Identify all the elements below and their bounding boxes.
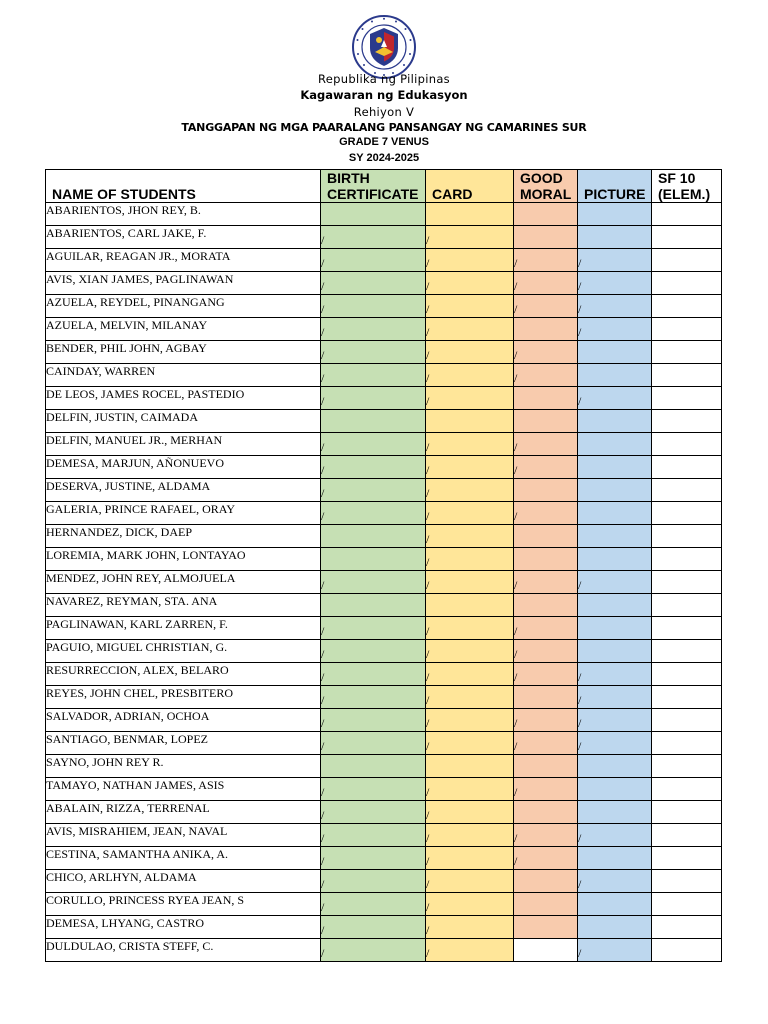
birth-certificate-cell: [321, 525, 426, 548]
table-row: [46, 226, 722, 249]
birth-certificate-cell: /: [321, 295, 426, 318]
table-row: [46, 594, 722, 617]
good-moral-cell: [514, 226, 578, 249]
table-row: [46, 272, 722, 295]
student-name-cell: CAINDAY, WARREN: [46, 364, 321, 387]
picture-cell: [578, 594, 652, 617]
sf10-cell: [652, 640, 722, 663]
birth-certificate-cell: /: [321, 341, 426, 364]
student-name-cell: AVIS, XIAN JAMES, PAGLINAWAN: [46, 272, 321, 295]
card-cell: /: [426, 939, 514, 962]
card-cell: /: [426, 916, 514, 939]
birth-certificate-cell: /: [321, 824, 426, 847]
birth-certificate-cell: /: [321, 801, 426, 824]
birth-certificate-cell: /: [321, 318, 426, 341]
sf10-cell: [652, 801, 722, 824]
picture-cell: /: [578, 824, 652, 847]
picture-cell: [578, 203, 652, 226]
birth-certificate-cell: /: [321, 502, 426, 525]
student-name-cell: LOREMIA, MARK JOHN, LONTAYAO: [46, 548, 321, 571]
table-row: [46, 847, 722, 870]
header-grade-section: GRADE 7 VENUS: [339, 136, 429, 148]
student-name-cell: BENDER, PHIL JOHN, AGBAY: [46, 341, 321, 364]
picture-cell: [578, 226, 652, 249]
good-moral-cell: [514, 387, 578, 410]
student-name-cell: ABARIENTOS, JHON REY, B.: [46, 203, 321, 226]
table-row: [46, 686, 722, 709]
sf10-cell: [652, 364, 722, 387]
sf10-cell: [652, 847, 722, 870]
card-cell: [426, 203, 514, 226]
picture-cell: [578, 617, 652, 640]
birth-certificate-cell: /: [321, 709, 426, 732]
good-moral-cell: [514, 755, 578, 778]
student-name-cell: AGUILAR, REAGAN JR., MORATA: [46, 249, 321, 272]
table-row: [46, 732, 722, 755]
card-cell: /: [426, 249, 514, 272]
sf10-cell: [652, 226, 722, 249]
birth-certificate-cell: /: [321, 732, 426, 755]
table-row: [46, 548, 722, 571]
birth-certificate-cell: /: [321, 939, 426, 962]
student-name-cell: ABALAIN, RIZZA, TERRENAL: [46, 801, 321, 824]
picture-cell: [578, 525, 652, 548]
birth-certificate-cell: [321, 203, 426, 226]
birth-certificate-cell: /: [321, 916, 426, 939]
deped-seal-logo: [351, 14, 417, 80]
table-row: [46, 433, 722, 456]
student-name-cell: PAGLINAWAN, KARL ZARREN, F.: [46, 617, 321, 640]
picture-cell: [578, 893, 652, 916]
table-row: [46, 640, 722, 663]
picture-cell: [578, 916, 652, 939]
birth-certificate-cell: /: [321, 364, 426, 387]
picture-cell: /: [578, 709, 652, 732]
student-name-cell: ABARIENTOS, CARL JAKE, F.: [46, 226, 321, 249]
picture-cell: /: [578, 571, 652, 594]
good-moral-cell: [514, 893, 578, 916]
sf10-cell: [652, 939, 722, 962]
card-cell: /: [426, 709, 514, 732]
birth-certificate-cell: /: [321, 387, 426, 410]
birth-certificate-cell: [321, 594, 426, 617]
card-cell: /: [426, 847, 514, 870]
card-cell: /: [426, 870, 514, 893]
picture-cell: /: [578, 249, 652, 272]
sf10-cell: [652, 318, 722, 341]
good-moral-cell: [514, 525, 578, 548]
student-name-cell: REYES, JOHN CHEL, PRESBITERO: [46, 686, 321, 709]
card-cell: /: [426, 732, 514, 755]
birth-certificate-cell: /: [321, 870, 426, 893]
student-name-cell: CORULLO, PRINCESS RYEA JEAN, S: [46, 893, 321, 916]
birth-certificate-cell: /: [321, 778, 426, 801]
sf10-cell: [652, 755, 722, 778]
sf10-cell: [652, 571, 722, 594]
column-header-card: CARD: [426, 170, 514, 203]
student-name-cell: DESERVA, JUSTINE, ALDAMA: [46, 479, 321, 502]
table-row: [46, 893, 722, 916]
student-name-cell: DELFIN, JUSTIN, CAIMADA: [46, 410, 321, 433]
student-name-cell: AZUELA, REYDEL, PINANGANG: [46, 295, 321, 318]
student-name-cell: AZUELA, MELVIN, MILANAY: [46, 318, 321, 341]
card-cell: /: [426, 272, 514, 295]
sf10-cell: [652, 295, 722, 318]
header-republic: Republika ng Pilipinas: [318, 72, 450, 86]
student-name-cell: DELFIN, MANUEL JR., MERHAN: [46, 433, 321, 456]
table-row: [46, 824, 722, 847]
good-moral-cell: /: [514, 778, 578, 801]
card-cell: /: [426, 778, 514, 801]
table-row: [46, 617, 722, 640]
table-row: [46, 525, 722, 548]
student-name-cell: DEMESA, LHYANG, CASTRO: [46, 916, 321, 939]
good-moral-cell: /: [514, 295, 578, 318]
table-row: [46, 410, 722, 433]
column-header-sf10: SF 10 (ELEM.): [652, 170, 722, 203]
picture-cell: [578, 479, 652, 502]
picture-cell: [578, 755, 652, 778]
card-cell: /: [426, 686, 514, 709]
sf10-cell: [652, 617, 722, 640]
good-moral-cell: /: [514, 341, 578, 364]
sf10-cell: [652, 456, 722, 479]
birth-certificate-cell: /: [321, 893, 426, 916]
student-name-cell: HERNANDEZ, DICK, DAEP: [46, 525, 321, 548]
sf10-cell: [652, 732, 722, 755]
sf10-cell: [652, 502, 722, 525]
picture-cell: [578, 548, 652, 571]
good-moral-cell: /: [514, 272, 578, 295]
student-name-cell: CESTINA, SAMANTHA ANIKA, A.: [46, 847, 321, 870]
table-row: [46, 870, 722, 893]
good-moral-cell: /: [514, 617, 578, 640]
student-name-cell: DEMESA, MARJUN, AÑONUEVO: [46, 456, 321, 479]
student-name-cell: CHICO, ARLHYN, ALDAMA: [46, 870, 321, 893]
picture-cell: /: [578, 686, 652, 709]
birth-certificate-cell: /: [321, 226, 426, 249]
good-moral-cell: /: [514, 502, 578, 525]
good-moral-cell: [514, 916, 578, 939]
picture-cell: /: [578, 387, 652, 410]
student-name-cell: SALVADOR, ADRIAN, OCHOA: [46, 709, 321, 732]
table-row: [46, 456, 722, 479]
table-row: [46, 341, 722, 364]
good-moral-cell: /: [514, 824, 578, 847]
picture-cell: /: [578, 663, 652, 686]
column-header-good-moral: GOOD MORAL: [514, 170, 578, 203]
birth-certificate-cell: /: [321, 686, 426, 709]
picture-cell: /: [578, 272, 652, 295]
birth-certificate-cell: /: [321, 433, 426, 456]
sf10-cell: [652, 916, 722, 939]
good-moral-cell: /: [514, 847, 578, 870]
birth-certificate-cell: /: [321, 640, 426, 663]
table-row: [46, 571, 722, 594]
student-name-cell: GALERIA, PRINCE RAFAEL, ORAY: [46, 502, 321, 525]
table-row: [46, 318, 722, 341]
table-row: [46, 479, 722, 502]
good-moral-cell: [514, 801, 578, 824]
student-name-cell: AVIS, MISRAHIEM, JEAN, NAVAL: [46, 824, 321, 847]
sf10-cell: [652, 525, 722, 548]
sf10-cell: [652, 663, 722, 686]
header-division-office: TANGGAPAN NG MGA PAARALANG PANSANGAY NG CAMARINES SUR: [181, 121, 587, 134]
student-name-cell: DE LEOS, JAMES ROCEL, PASTEDIO: [46, 387, 321, 410]
card-cell: /: [426, 387, 514, 410]
card-cell: /: [426, 502, 514, 525]
birth-certificate-cell: /: [321, 249, 426, 272]
sf10-cell: [652, 824, 722, 847]
picture-cell: /: [578, 732, 652, 755]
table-row: [46, 295, 722, 318]
good-moral-cell: /: [514, 571, 578, 594]
sf10-cell: [652, 479, 722, 502]
sf10-cell: [652, 387, 722, 410]
picture-cell: /: [578, 295, 652, 318]
student-name-cell: SAYNO, JOHN REY R.: [46, 755, 321, 778]
table-row: [46, 778, 722, 801]
card-cell: /: [426, 893, 514, 916]
good-moral-cell: [514, 479, 578, 502]
birth-certificate-cell: [321, 548, 426, 571]
student-name-cell: MENDEZ, JOHN REY, ALMOJUELA: [46, 571, 321, 594]
student-name-cell: TAMAYO, NATHAN JAMES, ASIS: [46, 778, 321, 801]
student-name-cell: NAVAREZ, REYMAN, STA. ANA: [46, 594, 321, 617]
good-moral-cell: [514, 203, 578, 226]
table-row: [46, 939, 722, 962]
card-cell: /: [426, 295, 514, 318]
good-moral-cell: [514, 939, 578, 962]
sf10-cell: [652, 249, 722, 272]
card-cell: /: [426, 364, 514, 387]
card-cell: /: [426, 479, 514, 502]
card-cell: [426, 755, 514, 778]
table-row: [46, 364, 722, 387]
picture-cell: [578, 778, 652, 801]
picture-cell: [578, 341, 652, 364]
student-name-cell: RESURRECCION, ALEX, BELARO: [46, 663, 321, 686]
sf10-cell: [652, 778, 722, 801]
birth-certificate-cell: [321, 410, 426, 433]
sf10-cell: [652, 870, 722, 893]
table-row: [46, 755, 722, 778]
birth-certificate-cell: /: [321, 571, 426, 594]
good-moral-cell: /: [514, 433, 578, 456]
card-cell: /: [426, 663, 514, 686]
sf10-cell: [652, 548, 722, 571]
good-moral-cell: [514, 548, 578, 571]
picture-cell: [578, 847, 652, 870]
picture-cell: [578, 502, 652, 525]
table-row: [46, 709, 722, 732]
table-body: [46, 203, 722, 962]
card-cell: /: [426, 525, 514, 548]
picture-cell: [578, 410, 652, 433]
student-name-cell: SANTIAGO, BENMAR, LOPEZ: [46, 732, 321, 755]
table-row: [46, 249, 722, 272]
student-name-cell: PAGUIO, MIGUEL CHRISTIAN, G.: [46, 640, 321, 663]
sf10-cell: [652, 686, 722, 709]
card-cell: /: [426, 824, 514, 847]
card-cell: /: [426, 226, 514, 249]
good-moral-cell: [514, 594, 578, 617]
table-row: [46, 916, 722, 939]
sf10-cell: [652, 893, 722, 916]
card-cell: /: [426, 548, 514, 571]
picture-cell: [578, 801, 652, 824]
sf10-cell: [652, 341, 722, 364]
good-moral-cell: /: [514, 456, 578, 479]
table-header-row: [46, 170, 722, 203]
picture-cell: [578, 640, 652, 663]
table-row: [46, 502, 722, 525]
card-cell: /: [426, 640, 514, 663]
sf10-cell: [652, 433, 722, 456]
requirements-table: [45, 169, 722, 962]
table-row: [46, 663, 722, 686]
sf10-cell: [652, 203, 722, 226]
sf10-cell: [652, 272, 722, 295]
header-school-year: SY 2024-2025: [348, 152, 420, 164]
birth-certificate-cell: /: [321, 456, 426, 479]
good-moral-cell: /: [514, 249, 578, 272]
birth-certificate-cell: /: [321, 617, 426, 640]
table-row: [46, 203, 722, 226]
card-cell: /: [426, 617, 514, 640]
table-row: [46, 387, 722, 410]
good-moral-cell: /: [514, 709, 578, 732]
birth-certificate-cell: /: [321, 663, 426, 686]
card-cell: /: [426, 433, 514, 456]
card-cell: /: [426, 571, 514, 594]
good-moral-cell: [514, 686, 578, 709]
column-header-name: NAME OF STUDENTS: [46, 170, 321, 203]
column-header-picture: PICTURE: [578, 170, 652, 203]
picture-cell: [578, 456, 652, 479]
birth-certificate-cell: /: [321, 272, 426, 295]
good-moral-cell: /: [514, 663, 578, 686]
column-header-birth-certificate: BIRTH CERTIFICATE: [321, 170, 426, 203]
picture-cell: /: [578, 318, 652, 341]
good-moral-cell: /: [514, 732, 578, 755]
card-cell: /: [426, 341, 514, 364]
card-cell: /: [426, 801, 514, 824]
card-cell: /: [426, 318, 514, 341]
birth-certificate-cell: /: [321, 847, 426, 870]
good-moral-cell: /: [514, 364, 578, 387]
sf10-cell: [652, 709, 722, 732]
birth-certificate-cell: [321, 755, 426, 778]
good-moral-cell: [514, 870, 578, 893]
sf10-cell: [652, 410, 722, 433]
picture-cell: [578, 364, 652, 387]
card-cell: /: [426, 456, 514, 479]
picture-cell: [578, 433, 652, 456]
good-moral-cell: /: [514, 640, 578, 663]
header-department: Kagawaran ng Edukasyon: [300, 88, 468, 102]
good-moral-cell: [514, 318, 578, 341]
table-row: [46, 801, 722, 824]
card-cell: [426, 410, 514, 433]
card-cell: [426, 594, 514, 617]
picture-cell: /: [578, 939, 652, 962]
picture-cell: /: [578, 870, 652, 893]
sf10-cell: [652, 594, 722, 617]
good-moral-cell: [514, 410, 578, 433]
student-name-cell: DULDULAO, CRISTA STEFF, C.: [46, 939, 321, 962]
birth-certificate-cell: /: [321, 479, 426, 502]
header-region: Rehiyon V: [353, 105, 415, 119]
